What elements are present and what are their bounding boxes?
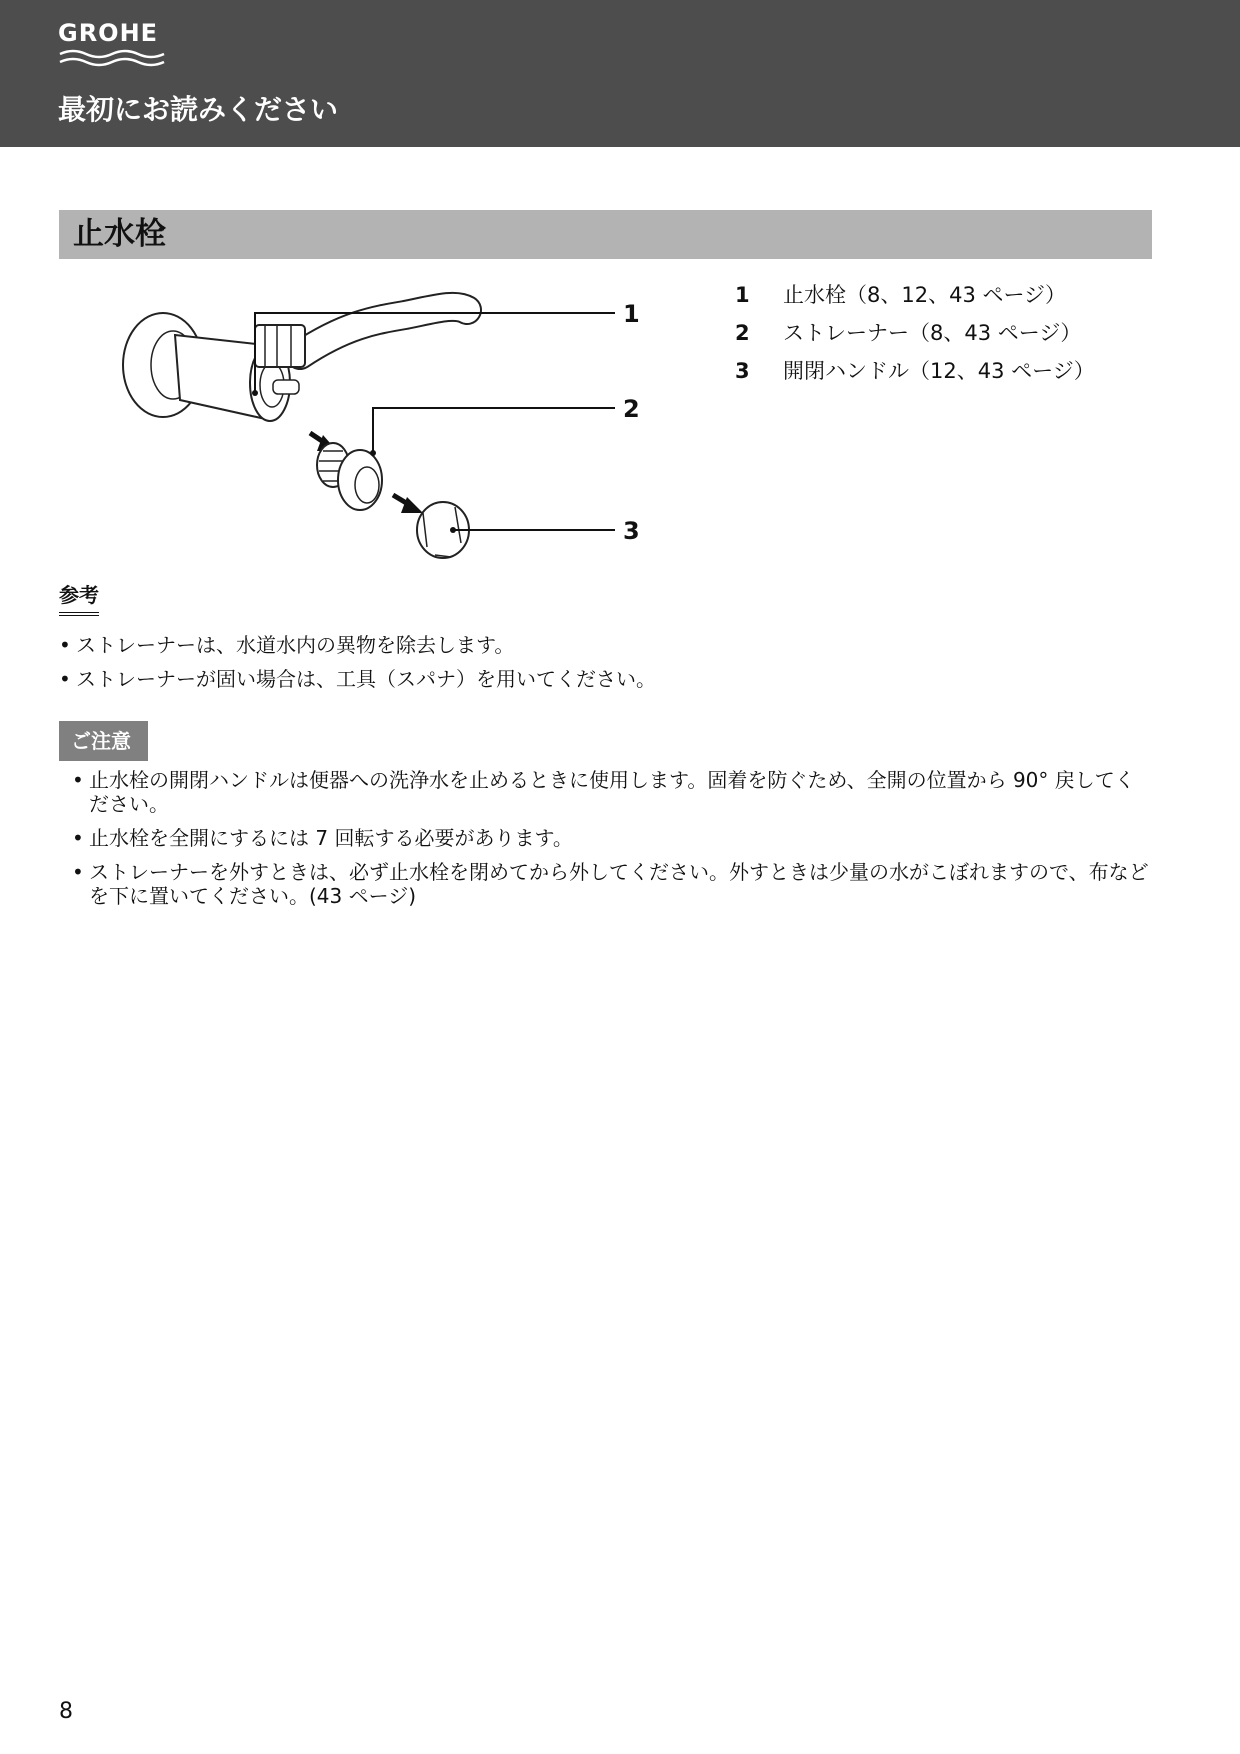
legend-item <box>735 280 1155 318</box>
legend-item <box>735 318 1155 356</box>
reference-list <box>59 628 1159 696</box>
legend-number: 3 <box>735 359 750 383</box>
grohe-logo <box>58 20 170 76</box>
valve-stem <box>273 380 299 394</box>
legend-text: 止水栓（8、12、43 ページ） <box>783 283 1067 307</box>
header-bar <box>0 0 1240 147</box>
section-heading-bar <box>59 210 1152 259</box>
hose-fill <box>300 307 467 355</box>
callout-3: 3 <box>623 517 640 545</box>
hose-connector <box>255 325 305 367</box>
caution-badge <box>59 721 148 761</box>
list-item: • 止水栓を全開にするには 7 回転する必要があります。 <box>72 826 1152 850</box>
callout-1: 1 <box>623 300 640 328</box>
brand-name: GROHE <box>58 19 159 47</box>
section-title: 止水栓 <box>73 216 166 252</box>
header-title: 最初にお読みください <box>58 93 339 126</box>
list-item: • 止水栓の開閉ハンドルは便器への洗浄水を止めるときに使用します。固着を防ぐため、全開の位置から 90° 戻してください。 <box>72 768 1152 816</box>
legend-number: 2 <box>735 321 750 345</box>
logo-wave-icon <box>58 48 166 70</box>
reference-heading: 参考 <box>59 582 99 616</box>
list-item: • ストレーナーを外すときは、必ず止水栓を閉めてから外してください。外すときは少量の水がこぼれますので、布などを下に置いてください。(43 ページ) <box>72 860 1152 908</box>
legend-text: 開閉ハンドル（12、43 ページ） <box>783 359 1095 383</box>
list-item: • ストレーナーは、水道水内の異物を除去します。 <box>59 628 1159 662</box>
parts-legend <box>735 280 1155 394</box>
leader-line-2 <box>373 408 615 453</box>
legend-item <box>735 356 1155 394</box>
strainer-cap-inner <box>355 467 379 503</box>
legend-text: ストレーナー（8、43 ページ） <box>783 321 1082 345</box>
caution-list <box>72 768 1152 918</box>
legend-number: 1 <box>735 283 750 307</box>
list-item: • ストレーナーが固い場合は、工具（スパナ）を用いてください。 <box>59 662 1159 696</box>
shutoff-valve-diagram <box>105 285 665 565</box>
caution-label: ご注意 <box>71 729 131 753</box>
callout-2: 2 <box>623 395 640 423</box>
page-number: 8 <box>59 1699 73 1724</box>
